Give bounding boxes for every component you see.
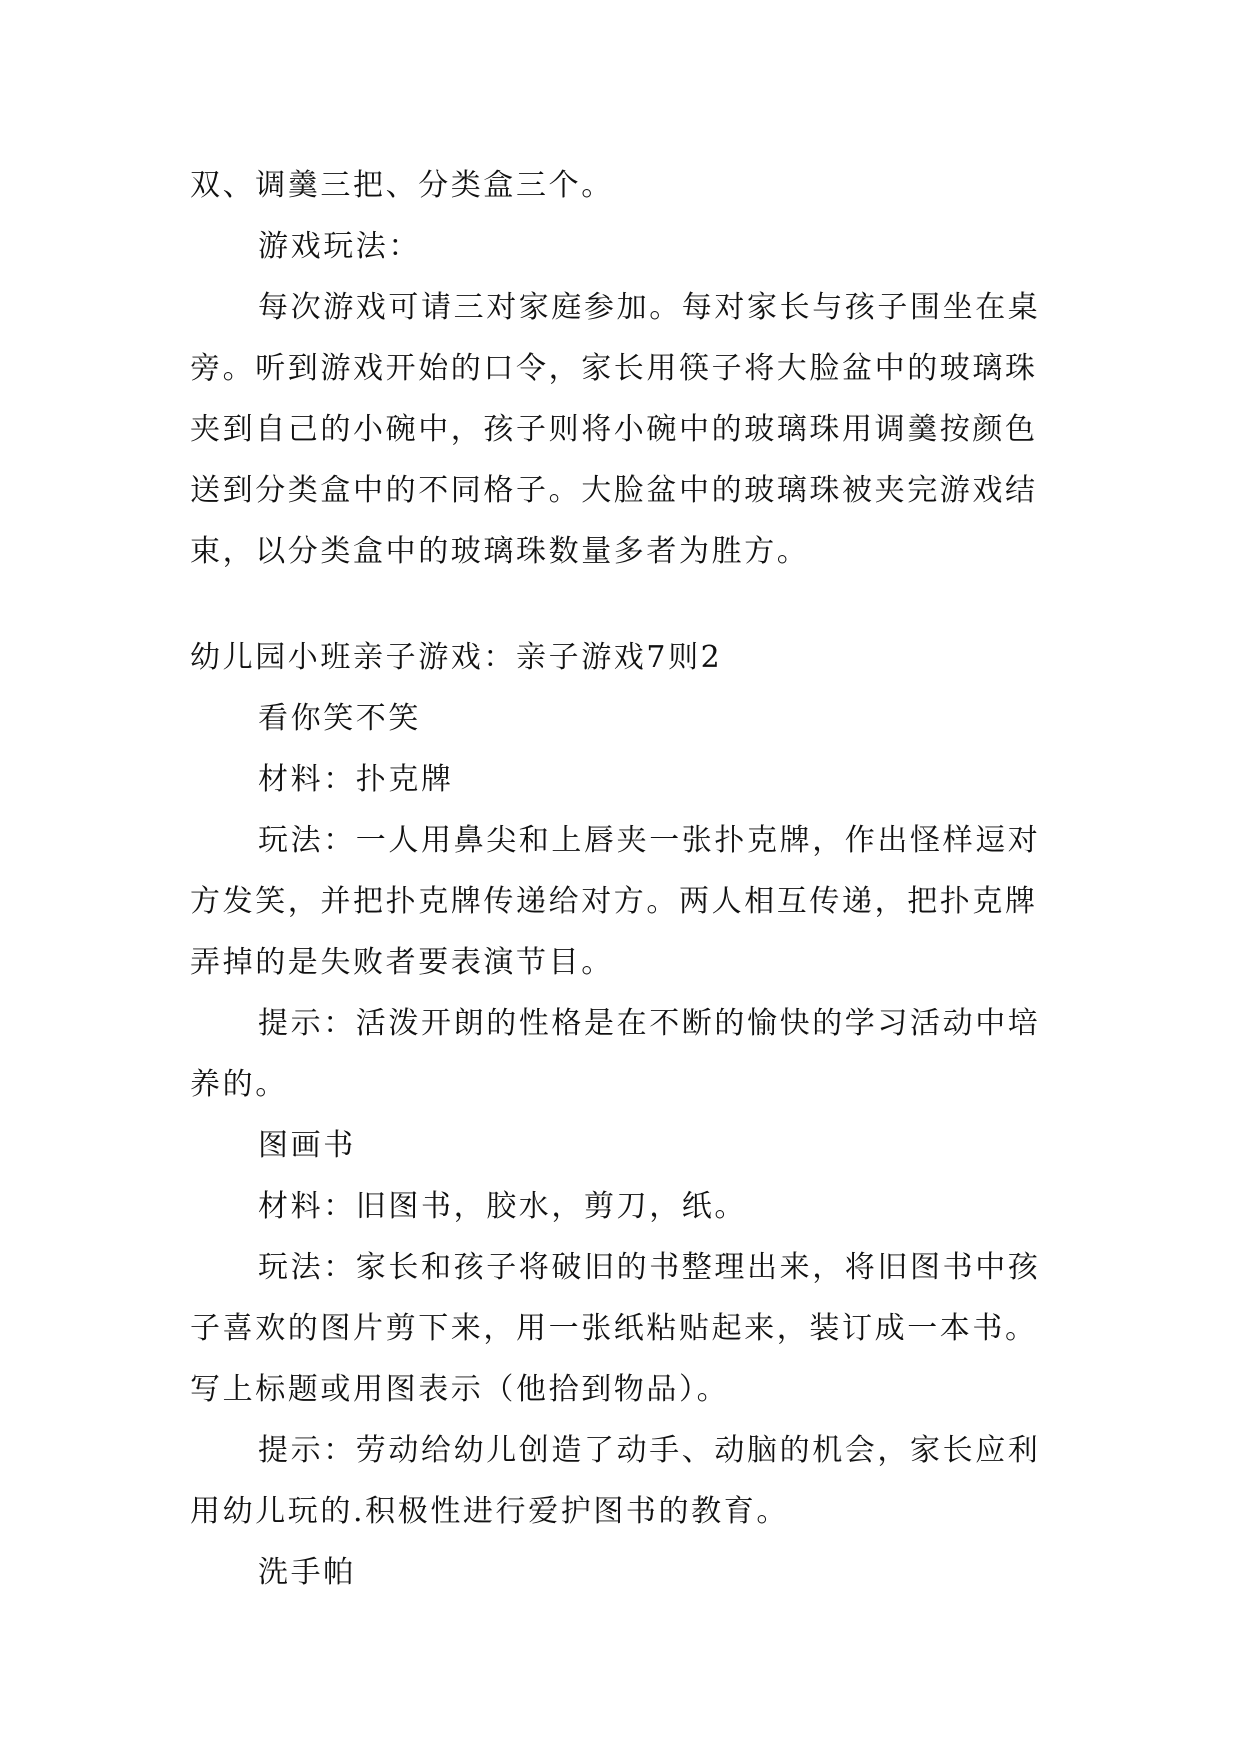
text-line-laugh-tip-2: 养的。 [190,1067,288,1102]
text-line-laugh-rules-3: 弄掉的是失败者要表演节目。 [190,945,614,980]
text-line-book-rules-1: 玩法：家长和孩子将破旧的书整理出来，将旧图书中孩 [258,1250,1041,1285]
text-line-materials-book: 材料：旧图书，胶水，剪刀，纸。 [258,1189,747,1224]
section-title: 幼儿园小班亲子游戏：亲子游戏7则2 [190,640,723,675]
game-title-handkerchief: 洗手帕 [258,1555,356,1590]
text-line-laugh-rules-2: 方发笑，并把扑克牌传递给对方。两人相互传递，把扑克牌 [190,884,1038,919]
text-line-rules-2: 旁。听到游戏开始的口令，家长用筷子将大脸盆中的玻璃珠 [190,351,1038,386]
text-line-book-rules-3: 写上标题或用图表示（他拾到物品）。 [190,1372,730,1407]
text-line-laugh-tip-1: 提示：活泼开朗的性格是在不断的愉快的学习活动中培 [258,1006,1041,1041]
game-title-picture-book: 图画书 [258,1128,356,1163]
text-line-rules-5: 束，以分类盒中的玻璃珠数量多者为胜方。 [190,534,810,569]
text-line-book-tip-1: 提示：劳动给幼儿创造了动手、动脑的机会，家长应利 [258,1433,1041,1468]
text-line-rules-1: 每次游戏可请三对家庭参加。每对家长与孩子围坐在桌 [258,290,1041,325]
text-line-rules-3: 夹到自己的小碗中，孩子则将小碗中的玻璃珠用调羹按颜色 [190,412,1038,447]
text-line-materials-end: 双、调羹三把、分类盒三个。 [190,168,614,203]
text-line-materials-cards: 材料：扑克牌 [258,762,454,797]
text-line-book-rules-2: 子喜欢的图片剪下来，用一张纸粘贴起来，装订成一本书。 [190,1311,1038,1346]
text-line-rules-4: 送到分类盒中的不同格子。大脸盆中的玻璃珠被夹完游戏结 [190,473,1038,508]
text-line-laugh-rules-1: 玩法：一人用鼻尖和上唇夹一张扑克牌，作出怪样逗对 [258,823,1041,858]
game-title-laugh: 看你笑不笑 [258,701,421,736]
heading-how-to-play: 游戏玩法： [258,229,421,264]
text-line-book-tip-2: 用幼儿玩的.积极性进行爱护图书的教育。 [190,1494,789,1529]
